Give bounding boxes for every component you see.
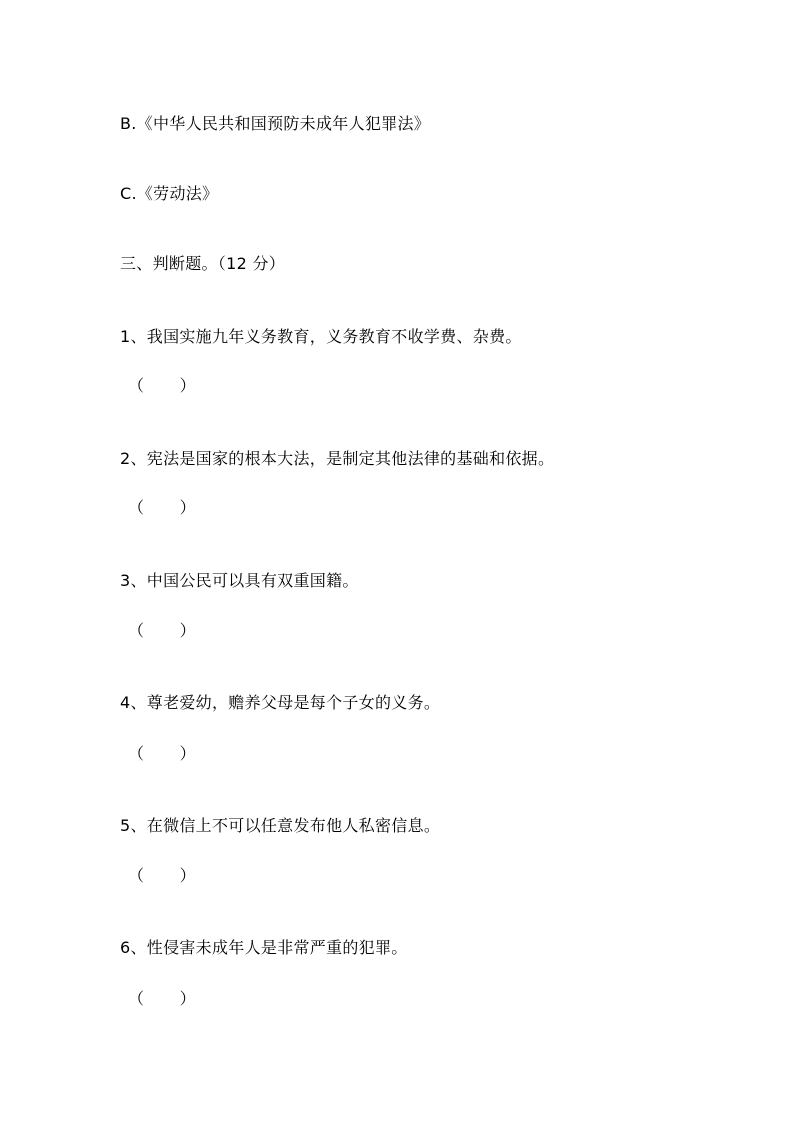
section-heading: 三、判断题。（12 分） <box>120 254 286 273</box>
option-b: B.《中华人民共和国预防未成年人犯罪法》 <box>120 114 431 133</box>
question-2: 2、宪法是国家的根本大法，是制定其他法律的基础和依据。 <box>120 449 555 468</box>
question-3: 3、中国公民可以具有双重国籍。 <box>120 571 359 590</box>
answer-blank-2: （ ） <box>128 498 196 517</box>
answer-blank-1: （ ） <box>128 376 196 395</box>
answer-blank-3: （ ） <box>128 621 196 640</box>
question-1: 1、我国实施九年义务教育，义务教育不收学费、杂费。 <box>120 327 522 346</box>
answer-blank-6: （ ） <box>128 989 196 1008</box>
question-4: 4、尊老爱幼，赡养父母是每个子女的义务。 <box>120 693 441 712</box>
option-c: C.《劳动法》 <box>120 184 219 203</box>
answer-blank-4: （ ） <box>128 744 196 763</box>
question-5: 5、在微信上不可以任意发布他人私密信息。 <box>120 816 441 835</box>
answer-blank-5: （ ） <box>128 866 196 885</box>
question-6: 6、性侵害未成年人是非常严重的犯罪。 <box>120 938 408 957</box>
